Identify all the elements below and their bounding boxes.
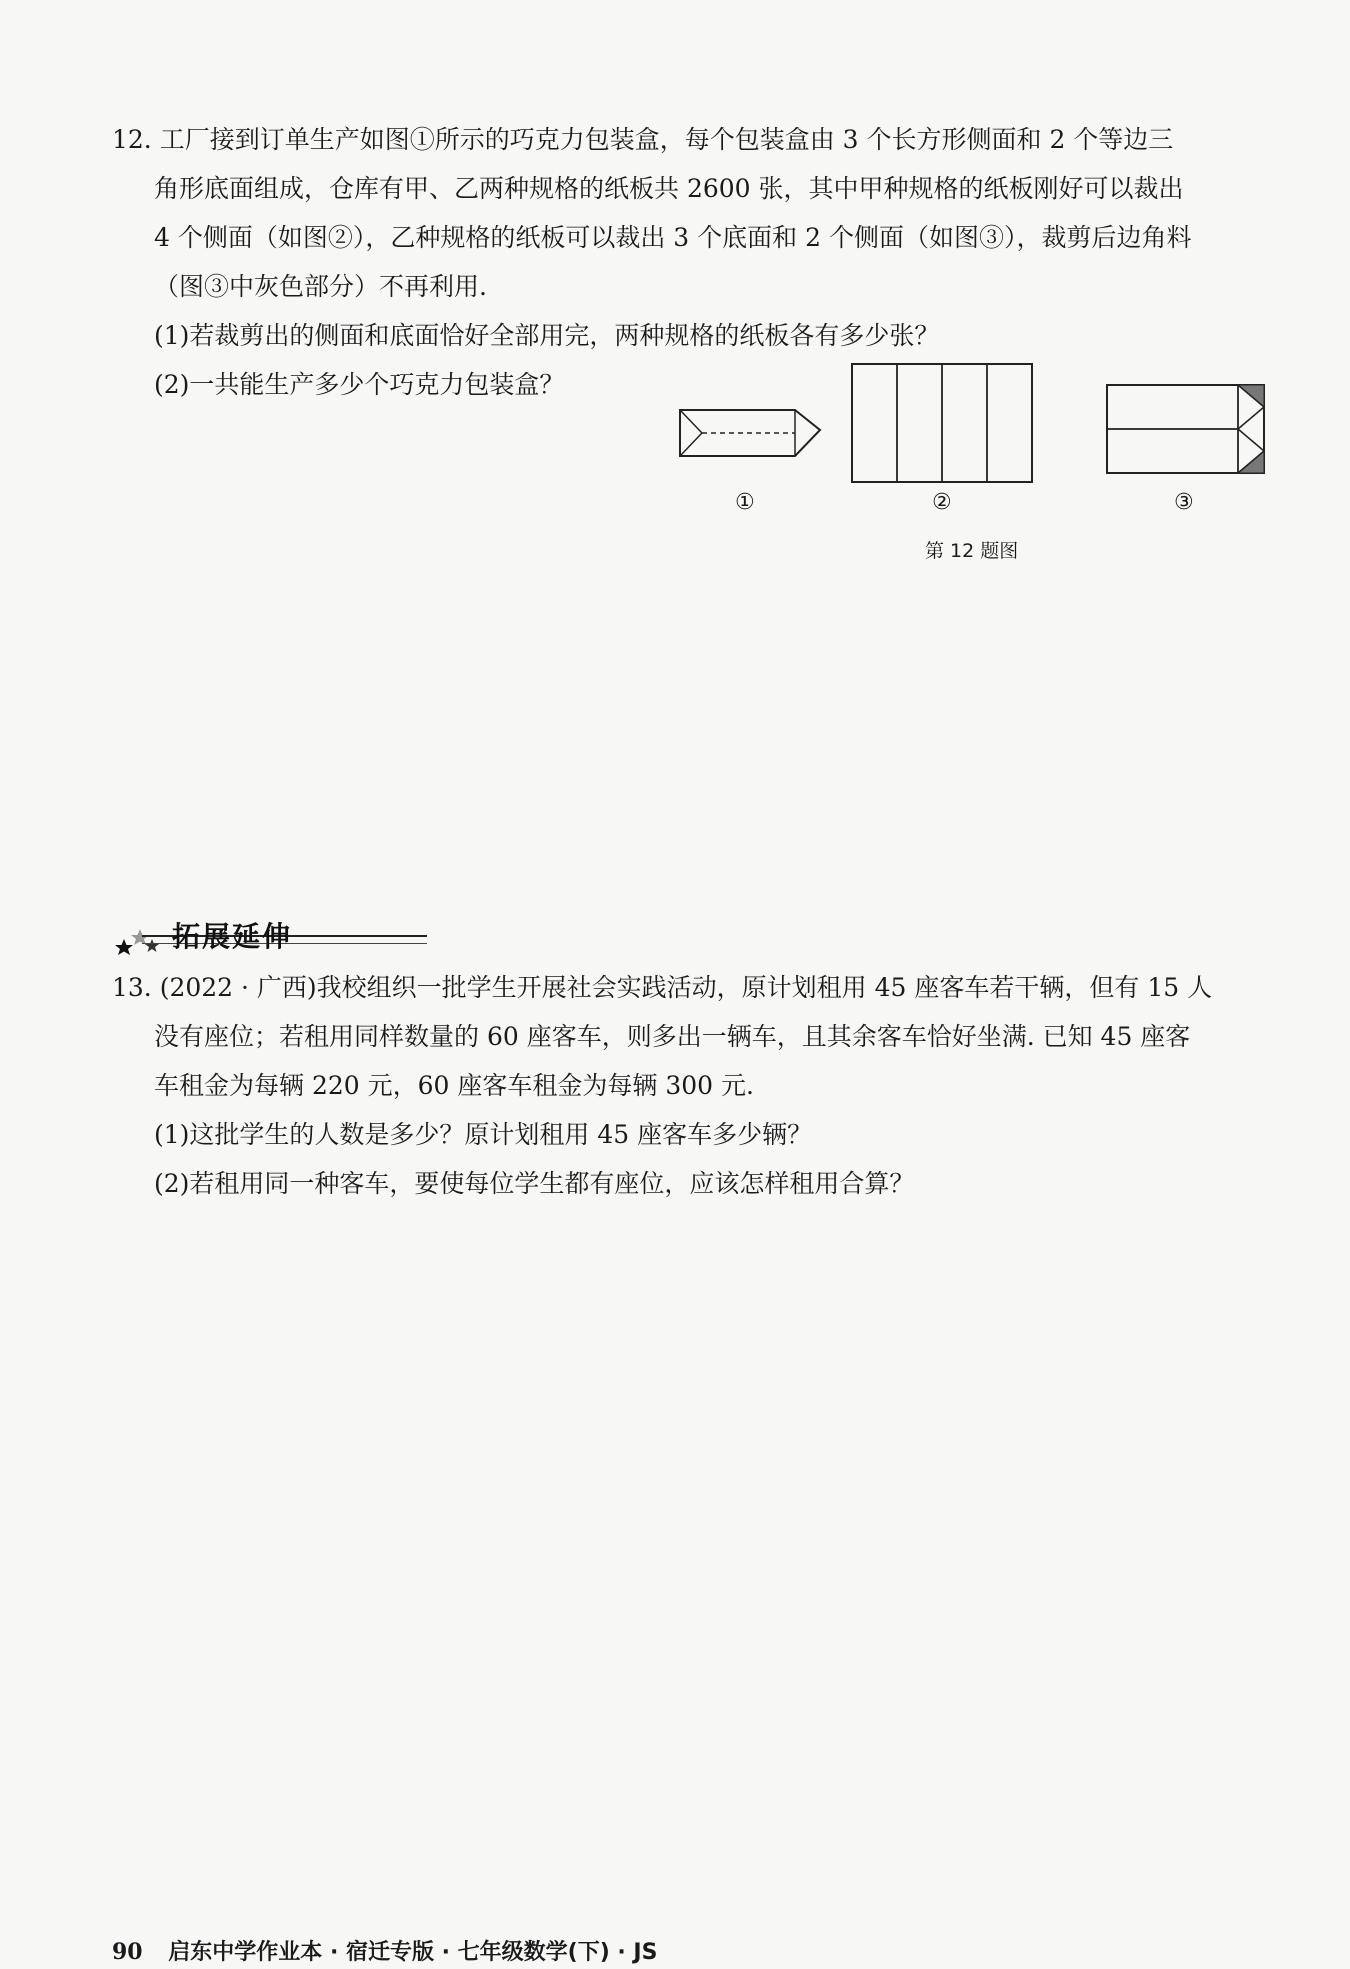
problem-13-line-2: 没有座位；若租用同样数量的 60 座客车，则多出一辆车，且其余客车恰好坐满. 已知 45 座客: [154, 1022, 1191, 1051]
figure-3-board-b: [1107, 385, 1264, 473]
problem-12-figures: [670, 358, 1290, 568]
footer: [112, 1935, 657, 1966]
problem-13-question-2: (2)若租用同一种客车，要使每位学生都有座位，应该怎样租用合算？: [154, 1169, 915, 1198]
section-title: 拓展延伸: [172, 920, 293, 953]
footer-text: 启东中学作业本 · 宿迁专版 · 七年级数学(下) · JS: [168, 1940, 658, 1965]
figure-3-label: ③: [1174, 490, 1194, 515]
problem-13-question-1: (1)这批学生的人数是多少？原计划租用 45 座客车多少辆？: [154, 1120, 813, 1149]
problem-13: [112, 963, 1272, 1208]
problem-12-question-1: (1)若裁剪出的侧面和底面恰好全部用完，两种规格的纸板各有多少张？: [154, 321, 940, 350]
section-header: [112, 915, 332, 959]
figure-1-package-box: [680, 410, 820, 456]
figures-svg: [670, 358, 1290, 528]
figure-2-board-a: [852, 364, 1032, 482]
problem-13-line-1: 13. (2022 · 广西)我校组织一批学生开展社会实践活动，原计划租用 45 座客车若干辆，但有 15 人: [112, 973, 1213, 1002]
figure-caption: 第 12 题图: [925, 540, 1019, 562]
problem-12-line-2: 角形底面组成，仓库有甲、乙两种规格的纸板共 2600 张，其中甲种规格的纸板刚好可以裁出: [154, 174, 1184, 203]
problem-13-line-3: 车租金为每辆 220 元，60 座客车租金为每辆 300 元.: [154, 1071, 754, 1100]
problem-12-question-2: (2)一共能生产多少个巧克力包装盒？: [154, 370, 565, 399]
figure-2-label: ②: [932, 490, 952, 515]
problem-12-line-1: 12. 工厂接到订单生产如图①所示的巧克力包装盒，每个包装盒由 3 个长方形侧面和 2 个等边三: [112, 125, 1174, 154]
problem-12-line-4: （图③中灰色部分）不再利用.: [154, 272, 487, 301]
problem-12-line-3: 4 个侧面（如图②），乙种规格的纸板可以裁出 3 个底面和 2 个侧面（如图③），裁剪后边角料: [154, 223, 1192, 252]
figure-1-label: ①: [735, 490, 755, 515]
stars-icon: [112, 915, 172, 959]
page-number: 90: [112, 1939, 143, 1965]
